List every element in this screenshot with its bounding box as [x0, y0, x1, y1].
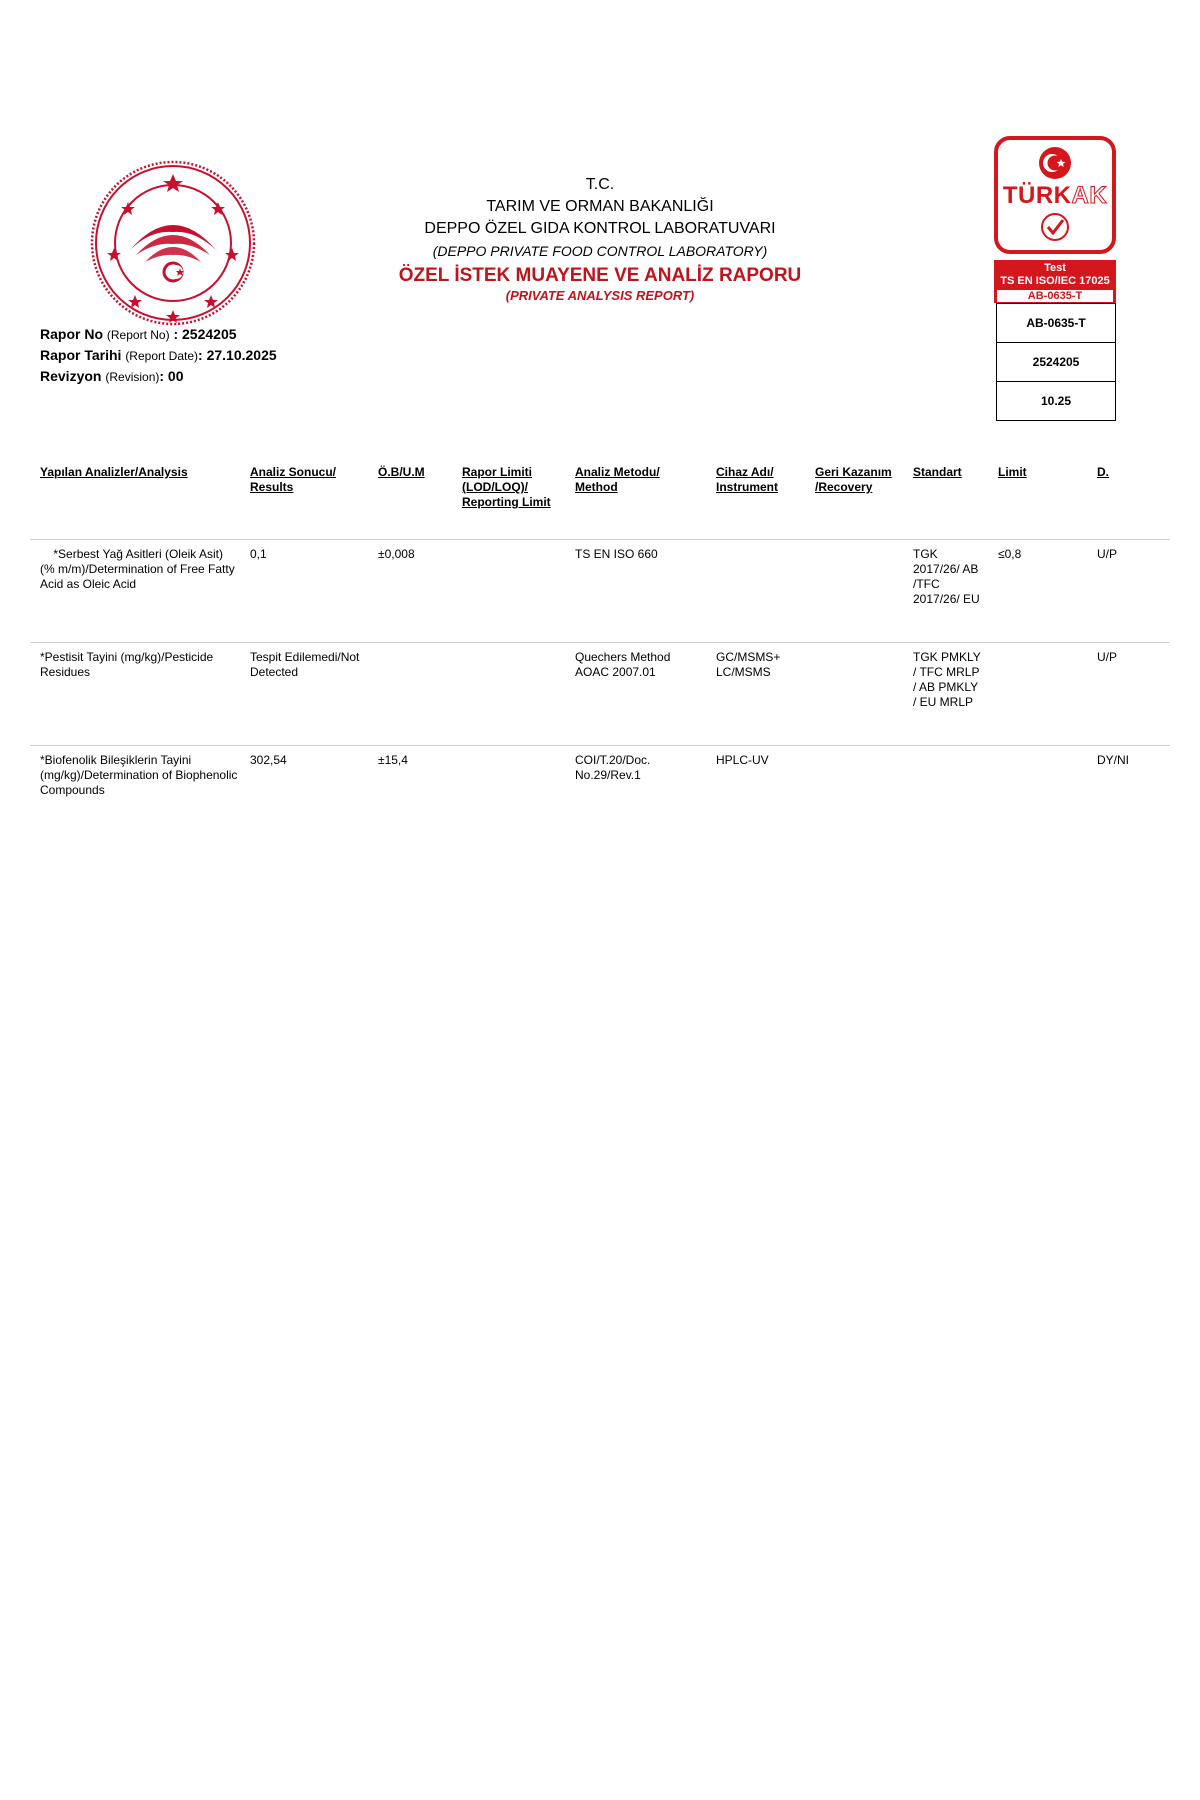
- header-reporting-limit: Rapor Limiti (LOD/LOQ)/ Reporting Limit: [462, 465, 551, 509]
- header-tc: T.C.: [585, 176, 615, 193]
- cell-standard: TGK PMKLY / TFC MRLP / AB PMKLY / EU MRLP: [913, 650, 981, 709]
- cell-uncertainty: ±15,4: [378, 753, 408, 767]
- header-decision: D.: [1097, 465, 1109, 479]
- report-date-value: : 27.10.2025: [198, 347, 277, 363]
- cell-instrument: HPLC-UV: [716, 753, 769, 767]
- report-number-box: 2524205: [996, 343, 1116, 382]
- header-results: Analiz Sonucu/ Results: [250, 465, 337, 494]
- report-date-line: Rapor Tarihi (Report Date): 27.10.2025: [40, 347, 277, 363]
- header-recovery: Geri Kazanım /Recovery: [815, 465, 892, 494]
- report-subtitle: (PRIVATE ANALYSIS REPORT): [505, 288, 695, 303]
- turkak-accreditation-block: [994, 136, 1114, 421]
- cell-method: Quechers Method AOAC 2007.01: [575, 650, 671, 679]
- header-ministry: TARIM VE ORMAN BAKANLIĞI: [486, 198, 714, 215]
- cell-result: 0,1: [250, 547, 267, 561]
- table-row: [30, 539, 1170, 642]
- turkak-logo: [994, 136, 1116, 254]
- header-method: Analiz Metodu/ Method: [575, 465, 660, 494]
- cell-decision: U/P: [1097, 547, 1118, 561]
- report-revision-value: : 00: [159, 368, 184, 384]
- header-lab-name-en: (DEPPO PRIVATE FOOD CONTROL LABORATORY): [432, 243, 768, 259]
- turkak-standard-label: Test TS EN ISO/IEC 17025 AB-0635-T: [994, 260, 1116, 303]
- cell-decision: U/P: [1097, 650, 1118, 664]
- analysis-table: [30, 465, 1170, 816]
- period-box: 10.25: [996, 382, 1116, 421]
- report-info: [40, 324, 277, 387]
- ministry-seal-logo: [90, 160, 256, 326]
- header-analysis: Yapılan Analizler/Analysis: [40, 465, 188, 479]
- report-no-line: Rapor No (Report No) : 2524205: [40, 326, 237, 342]
- header-standard: Standart: [913, 465, 962, 479]
- cell-analysis: *Biofenolik Bileşiklerin Tayini (mg/kg)/Determination of Biophenolic Compounds: [40, 753, 238, 797]
- checkmark-circle-icon: [1040, 212, 1070, 242]
- header-uncertainty: Ö.B/U.M: [378, 465, 425, 479]
- table-row: [30, 745, 1170, 816]
- cell-decision: DY/NI: [1097, 753, 1130, 767]
- turkak-wordmark: TÜRKAK: [1002, 182, 1108, 209]
- report-no-value: : 2524205: [173, 326, 237, 342]
- crescent-star-icon: [1038, 146, 1072, 180]
- turkak-accreditation-no: AB-0635-T: [996, 289, 1114, 303]
- cell-method: COI/T.20/Doc. No.29/Rev.1: [575, 753, 651, 782]
- accreditation-code-box: AB-0635-T: [996, 303, 1116, 343]
- header-limit: Limit: [998, 465, 1027, 479]
- report-title: ÖZEL İSTEK MUAYENE VE ANALİZ RAPORU: [398, 265, 802, 286]
- cell-method: TS EN ISO 660: [575, 547, 658, 561]
- cell-analysis: *Pestisit Tayini (mg/kg)/Pesticide Residues: [40, 650, 214, 679]
- cell-standard: TGK 2017/26/ AB /TFC 2017/26/ EU: [913, 547, 980, 606]
- report-revision-line: Revizyon (Revision): 00: [40, 368, 184, 384]
- cell-uncertainty: ±0,008: [378, 547, 415, 561]
- cell-instrument: GC/MSMS+ LC/MSMS: [716, 650, 781, 679]
- report-header: [390, 174, 810, 304]
- cell-result: Tespit Edilemedi/Not Detected: [250, 650, 360, 679]
- table-header: [30, 465, 1170, 539]
- cell-analysis: *Serbest Yağ Asitleri (Oleik Asit) (% m/m)/Determination of Free Fatty Acid as Oleic Acid: [40, 547, 238, 591]
- table-row: [30, 642, 1170, 745]
- header-lab-name: DEPPO ÖZEL GIDA KONTROL LABORATUVARI: [424, 220, 776, 237]
- header-instrument: Cihaz Adı/ Instrument: [716, 465, 779, 494]
- cell-result: 302,54: [250, 753, 287, 767]
- cell-limit: ≤0,8: [998, 547, 1022, 561]
